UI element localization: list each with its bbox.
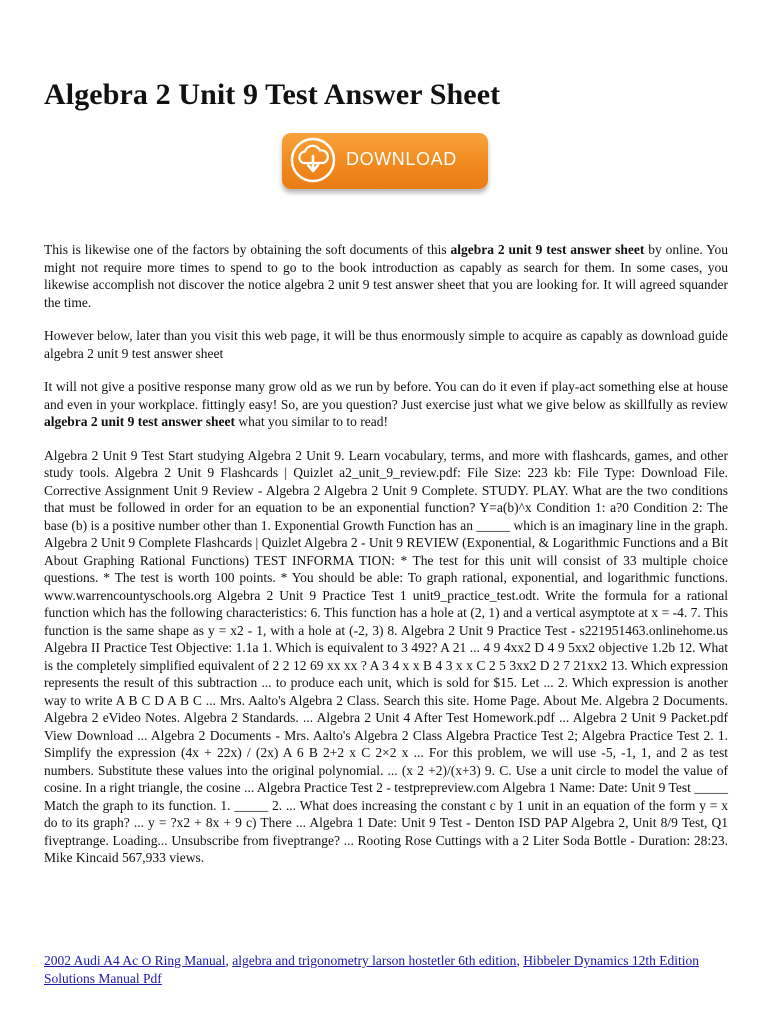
third-text-start: It will not give a positive response many grow old as we run by before. You can do it even if play-act something else at house and even in your workplace. fittingly easy! So, are you question? Just exercise just what we give below as skillfully as review — [44, 379, 728, 412]
third-keyword: algebra 2 unit 9 test answer sheet — [44, 414, 235, 429]
intro-text-end: by online. You might not require more times to spend to go to the book introduction as capably as search for them. In some cases, you likewise accomplish not discover the notice algebra 2 unit 9 test answer sheet that you are looking for. It will agreed squander the time. — [44, 242, 729, 310]
download-button[interactable] — [282, 133, 488, 189]
intro-paragraph — [44, 241, 728, 311]
related-link[interactable]: 2002 Audi A4 Ac O Ring Manual — [44, 953, 226, 968]
download-button-label: DOWNLOAD — [346, 149, 457, 169]
article-body — [44, 241, 728, 883]
related-link[interactable]: algebra and trigonometry larson hostetler 6th edition — [232, 953, 517, 968]
second-paragraph: However below, later than you visit this web page, it will be thus enormously simple to acquire as capably as download guide algebra 2 unit 9 test answer sheet — [44, 328, 728, 361]
intro-keyword: algebra 2 unit 9 test answer sheet — [450, 242, 645, 257]
intro-text-start: This is likewise one of the factors by obtaining the soft documents of this — [44, 242, 451, 257]
related-link[interactable]: Hibbeler Dynamics 12th Edition Solutions Manual Pdf — [44, 953, 700, 986]
third-paragraph — [44, 378, 728, 431]
link-separator: , — [516, 953, 524, 968]
page-title: Algebra 2 Unit 9 Test Answer Sheet — [44, 78, 501, 111]
related-links — [44, 952, 728, 987]
download-button-wrapper — [282, 133, 490, 195]
details-paragraph: Algebra 2 Unit 9 Test Start studying Algebra 2 Unit 9. Learn vocabulary, terms, and more with flashcards, games, and other study tools. Algebra 2 Unit 9 Flashcards | Quizlet a2_unit_9_review.pdf: File Size: 223 kb: File Type: Download File. Corrective Assignment Unit 9 Review - Algebra 2 Algebra 2 Unit 9 Complete. STUDY. PLAY. What are the two conditions that must be followed in order for an equation to be an exponential function? Y=a(b)^x Condition 1: a?0 Condition 2: The base (b) is a positive number other than 1. Exponential Growth Function has an _____ which is an imaginary line in the graph. Algebra 2 Unit 9 Complete Flashcards | Quizlet Algebra 2 - Unit 9 REVIEW (Exponential, & Logarithmic Functions and a Bit About Graphing Rational Functions) TEST INFORMA TION: * The test for this unit will consist of 33 multiple choice questions. * The test is worth 100 points. * You should be able: To graph rational, exponential, and logarithmic functions. www.warrencountyschools.org Algebra 2 Unit 9 Practice Test 1 unit9_practice_test.odt. Write the formula for a rational function which has the following characteristics: 6. This function has a hole at (2, 1) and a vertical asymptote at x = -4. 7. This function is the same shape as y = x2 - 1, with a hole at (-2, 3) 8. Algebra 2 Unit 9 Practice Test - s221951463.onlinehome.us Algebra II Practice Test Objective: 1.1a 1. Which is equivalent to 3 492? A 21 ... 4 9 4xx2 D 4 9 5xx2 objective 1.2b 12. What is the completely simplified equivalent of 2 2 12 69 xx xx ? A 3 4 x x B 4 3 x x C 2 5 3xx2 D 2 7 21xx2 13. Which expression represents the result of this subtraction ... to produce each unit, which is sold for $15. Let ... 2. Which expression is another way to write A B C D A B C ... Mrs. Aalto's Algebra 2 Class. Search this site. Home Page. About Me. Algebra 2 Documents. Algebra 2 eVideo Notes. Algebra 2 Standards. ... Algebra 2 Unit 4 After Test Homework.pdf ... Algebra 2 Unit 9 Packet.pdf View Download ... Algebra 2 Documents - Mrs. Aalto's Algebra 2 Class Algebra Practice Test 2; Algebra Practice Test 2. 1. Simplify the expression (4x + 22x) / (2x) A 6 B 2+2 x C 2×2 x ... For this problem, we will use -5, -1, 1, and 2 as test numbers. Substitute these values into the original polynomial. ... (x 2 +2)/(x+3) 9. C. Use a unit circle to model the value of cosine. In a right triangle, the cosine ... Algebra Practice Test 2 - testprepreview.com Algebra 1 Name: Date: Unit 9 Test _____ Match the graph to its function. 1. _____ 2. ... What does increasing the constant c by 1 unit in an equation of the form y = x do to its graph? ... y = ?x2 + 8x + 9 c) There ... Algebra 1 Date: Unit 9 Test - Denton ISD PAP Algebra 2, Unit 8/9 Test, Q1 fiveptrange. Loading... Unsubscribe from fiveptrange? ... Rooting Rose Cuttings with a 2 Liter Soda Bottle - Duration: 28:23. Mike Kincaid 567,933 views. — [44, 447, 728, 865]
third-text-end: what you similar to to read! — [234, 414, 388, 429]
cloud-download-icon — [290, 137, 336, 183]
link-separator: , — [225, 953, 233, 968]
